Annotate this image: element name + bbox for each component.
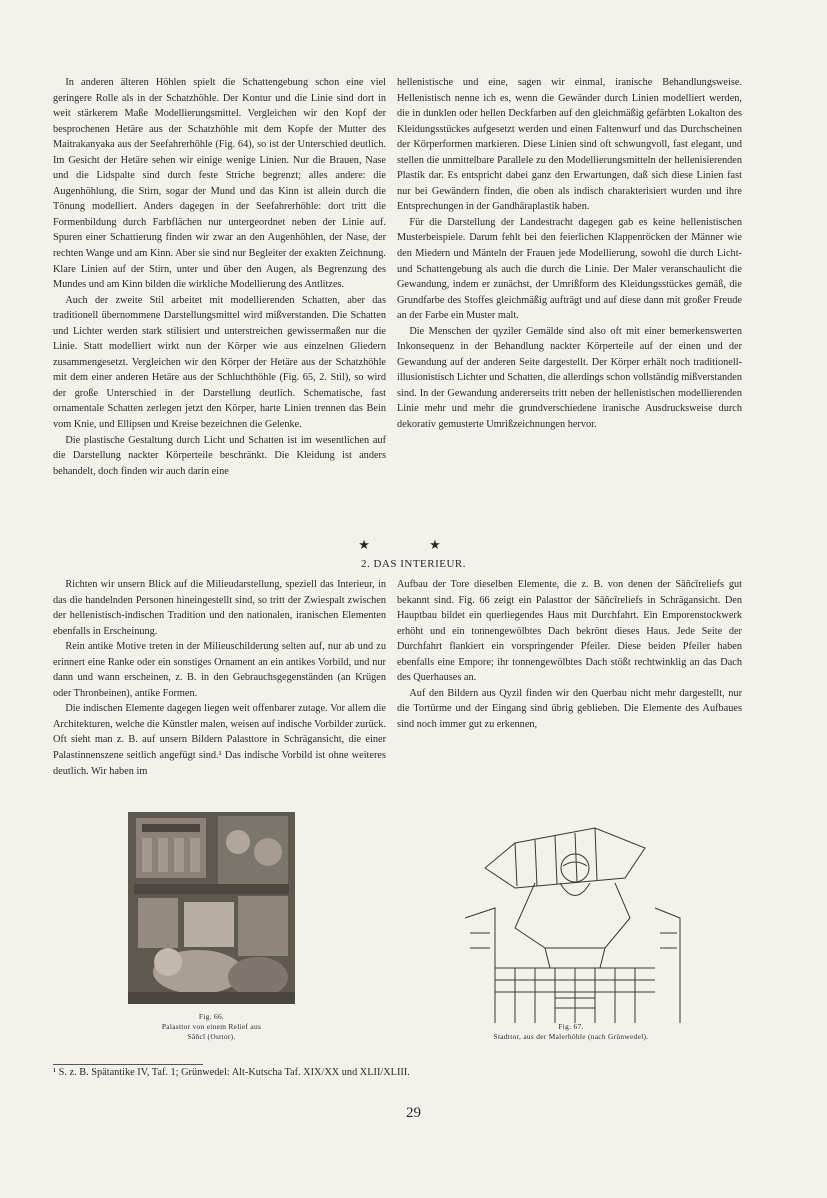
figure-number: Fig. 66. xyxy=(198,1012,225,1021)
figure-66-caption xyxy=(128,1012,295,1042)
section-heading: 2. DAS INTERIEUR. xyxy=(360,558,467,570)
section-separator-stars: ★ ★ xyxy=(358,537,469,552)
paragraph: Rein antike Motive treten in der Milieuschilderung selten auf, nur ab und zu erinnert eine Ranke oder ein sonstiges Ornament an ein antikes Vorbild, und nur dann und wann erscheinen, z. B. in den Gebrauchsgegenständen (an Krügen oder Thronbeinen), antike Formen. xyxy=(53,641,386,699)
paragraph: Für die Darstellung der Landestracht dagegen gab es keine hellenistischen Musterbeispiele. Darum fehlt bei den feierlichen Klappenröcken der Männer wie den Miedern und Mänteln der Frauen jede Modellierung, sowohl die durch Licht- und Schattengebung als auch die durch die Linie. Der Maler veranschaulicht die Gewandung, indem er zunächst, der Umrißform des Kleidungsstückes gemäß, die Grundfarbe des Stoffes gleichmäßig aufträgt und auf diese dann mit großer Freude an der Farbe ein Muster malt. xyxy=(397,216,742,322)
paragraph: Aufbau der Tore dieselben Elemente, die z. B. von denen der Sāñcīreliefs gut bekannt sind. Fig. 66 zeigt ein Palasttor der Sāñcīreliefs in Schrägansicht. Den Hauptbau bildet ein querliegendes Haus mit Durchfahrt. Ein Emporenstockwerk erhöht und ein tonnengewölbtes Dach bekrönt dieses Haus. Jede Seite der Durchfahrt flankiert ein vorspringender Pfeiler. Diese beiden Pfeiler haben ebenfalls eine Empore; ihr tonnengewölbtes Dach stößt rechtwinklig an das Dach des Querhauses an. xyxy=(397,579,742,684)
paragraph: Die indischen Elemente dagegen liegen weit offenbarer zutage. Vor allem die Architekturen, welche die Künstler malen, weisen auf indische Vorbilder zurück. Oft sieht man z. B. auf unsern Bildern Palasttore in Schrägansicht, die einer Palastinnenszene seitlich angefügt sind.¹ Das indische Vorbild ist ohne weiteres deutlich. Wir haben im xyxy=(53,703,387,777)
footnote-divider xyxy=(53,1064,203,1065)
right-column-bottom xyxy=(397,577,742,732)
left-column-top xyxy=(53,75,386,479)
caption-line: Sāñcī (Osttor). xyxy=(187,1032,236,1041)
paragraph: Die plastische Gestaltung durch Licht und Schatten ist im wesentlichen auf die Darstellung nackter Körperteile beschränkt. Die Kleidung ist anders behandelt, doch finden wir auch darin eine xyxy=(53,434,386,477)
paragraph: Die Menschen der qyziler Gemälde sind also oft mit einer bemerkenswerten Inkonsequenz in der Behandlung nackter Körperteile auf der einen und der Gewandung auf der anderen Seite dargestellt. Der Körper erhält noch traditionell-illusionistisch Lichter und Schatten, die allerdings schon vollständig mißverstanden sind. In der Gewandung andererseits tritt neben der hellenistischen modellierenden Linie mehr und mehr die grundverschiedene iranische Ausdrucksweise durch dekorativ gemusterte Umrißzeichnungen hervor. xyxy=(397,325,742,431)
page-number: 29 xyxy=(406,1105,421,1121)
figure-number: Fig. 67. xyxy=(558,1022,584,1031)
figure-66-relief-photo xyxy=(128,812,295,1004)
paragraph: Auf den Bildern aus Qyzil finden wir den Querbau nicht mehr dargestellt, nur die Tortürme und der Eingang sind übrig geblieben. Die Elemente des Aufbaues sind noch immer gut zu erkennen, xyxy=(397,687,742,730)
footnote: ¹ S. z. B. Spätantike IV, Taf. 1; Grünwedel: Alt-Kutscha Taf. XIX/XX und XLII/XLIII. xyxy=(53,1067,410,1078)
paragraph: In anderen älteren Höhlen spielt die Schattengebung schon eine viel geringere Rolle als in der Schatzhöhle. Der Kontur und die Linie sind dort in weit stärkerem Maße Modellierungsmittel. Vergleichen wir den Kopf der besprochenen Hetäre aus der Schatzhöhle mit dem Kopfe der Mutter des Maitrakanyaka aus der Seefahrerhöhle (Fig. 64), so ist der Unterschied deutlich. Im Gesicht der Hetäre sehen wir einige wenige Linien. Nur die Brauen, Nase und die Lidspalte sind durch feste Striche begrenzt; alles andere: die Augenhöhlung, die Stirn, sogar der Mund und das Kinn ist allein durch die Tönung modelliert. Anders dagegen in der Seefahrerhöhle: dort tritt die Formenbildung durch Farbflächen nur untergeordnet neben der Linie auf. Spuren einer Schattierung finden wir zwar an den Augenhöhlen, der Nase, der rechten Wange und am Kinn. Aber sie sind nur Begleiter der exakten Zeichnung. Klare Linien auf der Stirn, unter und über den Augen, als Begrenzung des Mundes und am Kinn bilden die wirkliche Modellierung des Antlitzes. xyxy=(53,77,386,291)
paragraph: Auch der zweite Stil arbeitet mit modellierenden Schatten, aber das traditionell übernommene Darstellungsmittel wird mißverstanden. Die Schatten und Lichter werden stark stilisiert und unterstreichen gewissermaßen nur die Linie. Statt modelliert wirkt nun der Körper wie aus einzelnen Gliedern zusammengesetzt. Vergleichen wir den Körper der Hetäre aus der Schatzhöhle mit dem einer anderen Hetäre aus der Schluchthöhle (Fig. 65, 2. Stil), so wird der große Unterschied in der Darstellung deutlich. Schematische, fast ornamentale Schatten zerlegen jetzt den Körper, harte Linien trennen das Bein vom Knie, und Ellipsen und Kreise bezeichnen die Gelenke. xyxy=(53,294,386,431)
figure-67-city-gate-drawing xyxy=(455,808,685,1023)
right-column-top xyxy=(397,75,742,433)
paragraph: hellenistische und eine, sagen wir einmal, iranische Behandlungsweise. Hellenistisch nenne ich es, wenn die Gewänder durch Linien modelliert werden, die in dunklen oder hellen Deckfarben auf den gleichmäßig gefärbten Lokalton des Kleidungsstückes aufgesetzt werden und einen Faltenwurf und das Durchscheinen der Körperformen markieren. Diese Linien sind oft schwungvoll, fast elegant, und stellen die unmittelbare Parallele zu den Modellierungsmitteln der hellenisierenden Plastik dar. Es entspricht dabei ganz den Erwartungen, daß sich diese Linien fast nur bei Gewändern finden, die oben als indisch charakterisiert wurden und ihre Entsprechungen in der Gandhāraplastik haben. xyxy=(397,77,742,213)
paragraph: Richten wir unsern Blick auf die Milieudarstellung, speziell das Interieur, in das die handelnden Personen hineingestellt sind, so tritt der Zwiespalt zwischen der hellenistisch-indischen Tradition und den nationalen, iranischen Elementen ebenfalls in Erscheinung. xyxy=(53,579,386,637)
figure-67-caption xyxy=(440,1022,702,1042)
caption-line: Stadttor, aus der Malerhöhle (nach Grünwedel). xyxy=(493,1032,649,1041)
caption-line: Palasttor von einem Relief aus xyxy=(161,1022,262,1031)
left-column-bottom xyxy=(53,577,386,779)
